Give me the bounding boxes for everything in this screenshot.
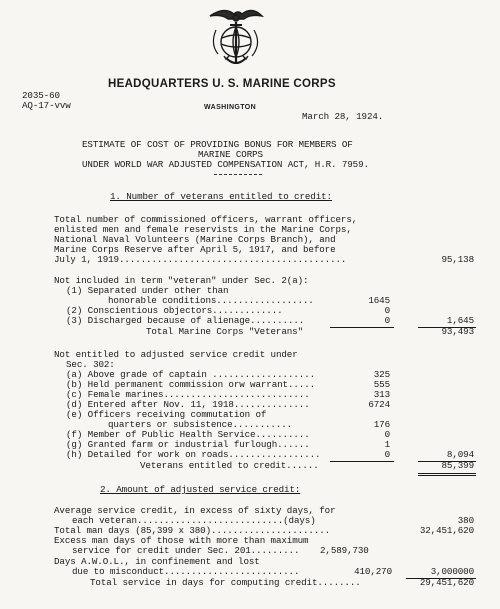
double-rule xyxy=(418,475,476,476)
section-1-heading: 1. Number of veterans entitled to credit: xyxy=(110,191,332,202)
veterans-total-value: 93,493 xyxy=(441,326,474,337)
list-item: (g) Granted farm or industrial furlough...... xyxy=(66,439,310,450)
list-item: (d) Entered after Nov. 11, 1918.............. xyxy=(66,399,310,410)
credit-line: Total service in days for computing credit........ xyxy=(90,577,361,588)
doc-title-line-2: MARINE CORPS xyxy=(198,149,263,160)
not-entitled-subtotal: 8,094 xyxy=(446,449,474,460)
list-item: (1) Separated under other than xyxy=(66,285,229,296)
credit-line-mid-value: 410,270 xyxy=(354,566,392,577)
subtotal-rule xyxy=(330,461,394,462)
list-item-value: 1645 xyxy=(368,295,390,306)
intro-line: Total number of commissioned officers, warrant officers, xyxy=(54,214,358,225)
file-reference-1: 2035-60 xyxy=(22,90,60,101)
eagle-globe-anchor-icon xyxy=(204,4,268,68)
list-item: honorable conditions.................. xyxy=(108,295,314,306)
list-item: (f) Member of Public Health Service.......... xyxy=(66,429,310,440)
credit-line: Average service credit, in excess of sixty days, for xyxy=(54,505,336,516)
credit-line-value: 29,451,620 xyxy=(419,577,474,588)
headquarters-title: HEADQUARTERS U. S. MARINE CORPS xyxy=(108,78,336,90)
list-item: (h) Detailed for work on roads................. xyxy=(66,449,321,460)
credit-line-value: 380 xyxy=(457,515,474,526)
credit-line: each veteran...........................(days) xyxy=(72,515,316,526)
doc-title-line-3: UNDER WORLD WAR ADJUSTED COMPENSATION ACT, H.R. 7959. xyxy=(82,159,369,170)
list-item: (2) Conscientious objectors............. xyxy=(66,305,283,316)
list-item-value: 0 xyxy=(384,429,390,440)
section-2-heading: 2. Amount of adjusted service credit: xyxy=(100,484,301,495)
list-item-value: 0 xyxy=(384,315,390,326)
list-item-value: 313 xyxy=(373,389,390,400)
list-item-value: 0 xyxy=(384,449,390,460)
intro-line: Marine Corps Reserve after April 5, 1917, and before xyxy=(54,244,336,255)
intro-line: July 1, 1919.......................................... xyxy=(54,254,347,265)
credit-line: Excess man days of those with more than maximum xyxy=(54,535,309,546)
double-rule xyxy=(418,473,476,474)
credit-line: Total man days (85,399 x 380)...................... xyxy=(54,525,331,536)
list-item: (b) Held permanent commission orw warrant..... xyxy=(66,379,316,390)
not-entitled-heading: Sec. 302: xyxy=(66,359,115,370)
subtotal-rule xyxy=(330,327,394,328)
credit-line: service for credit under Sec. 201......... xyxy=(72,545,300,556)
title-divider xyxy=(214,174,262,175)
list-item-value: 6724 xyxy=(368,399,390,410)
list-item: (e) Officers receiving commutation of xyxy=(66,409,267,420)
credit-line: due to misconduct......................... xyxy=(72,566,300,577)
credit-line-mid-value: 2,589,730 xyxy=(320,545,369,556)
list-item: (c) Female marines........................... xyxy=(66,389,310,400)
document-date: March 28, 1924. xyxy=(302,111,384,122)
not-included-heading: Not included in term "veteran" under Sec. 2(a): xyxy=(54,275,309,286)
intro-line: National Naval Volunteers (Marine Corps Branch), and xyxy=(54,234,336,245)
credit-line: Days A.W.O.L., in confinement and lost xyxy=(54,556,260,567)
not-entitled-heading: Not entitled to adjusted service credit under xyxy=(54,349,298,360)
entitled-total-label: Veterans entitled to credit...... xyxy=(140,460,319,471)
intro-line: enlisted men and female reservists in the Marine Corps, xyxy=(54,224,352,235)
list-item-value: 176 xyxy=(373,419,390,430)
location-label: WASHINGTON xyxy=(204,104,257,111)
doc-title-line-1: ESTIMATE OF COST OF PROVIDING BONUS FOR MEMBERS OF xyxy=(82,139,353,150)
list-item-value: 555 xyxy=(373,379,390,390)
list-item: (a) Above grade of captain ................... xyxy=(66,369,316,380)
list-item: (3) Discharged because of alienage.......... xyxy=(66,315,305,326)
list-item-value: 1 xyxy=(384,439,390,450)
credit-line-value: 3,000000 xyxy=(430,566,474,577)
list-item: quarters or subsistence........... xyxy=(108,419,293,430)
file-reference-2: AQ-17-vvw xyxy=(22,100,71,111)
list-item-value: 325 xyxy=(373,369,390,380)
total-personnel-value: 95,138 xyxy=(441,254,474,265)
list-item-value: 0 xyxy=(384,305,390,316)
credit-line-value: 32,451,620 xyxy=(419,525,474,536)
entitled-total-value: 85,399 xyxy=(441,460,474,471)
not-included-subtotal: 1,645 xyxy=(446,315,474,326)
veterans-total-label: Total Marine Corps "Veterans" xyxy=(146,326,303,337)
